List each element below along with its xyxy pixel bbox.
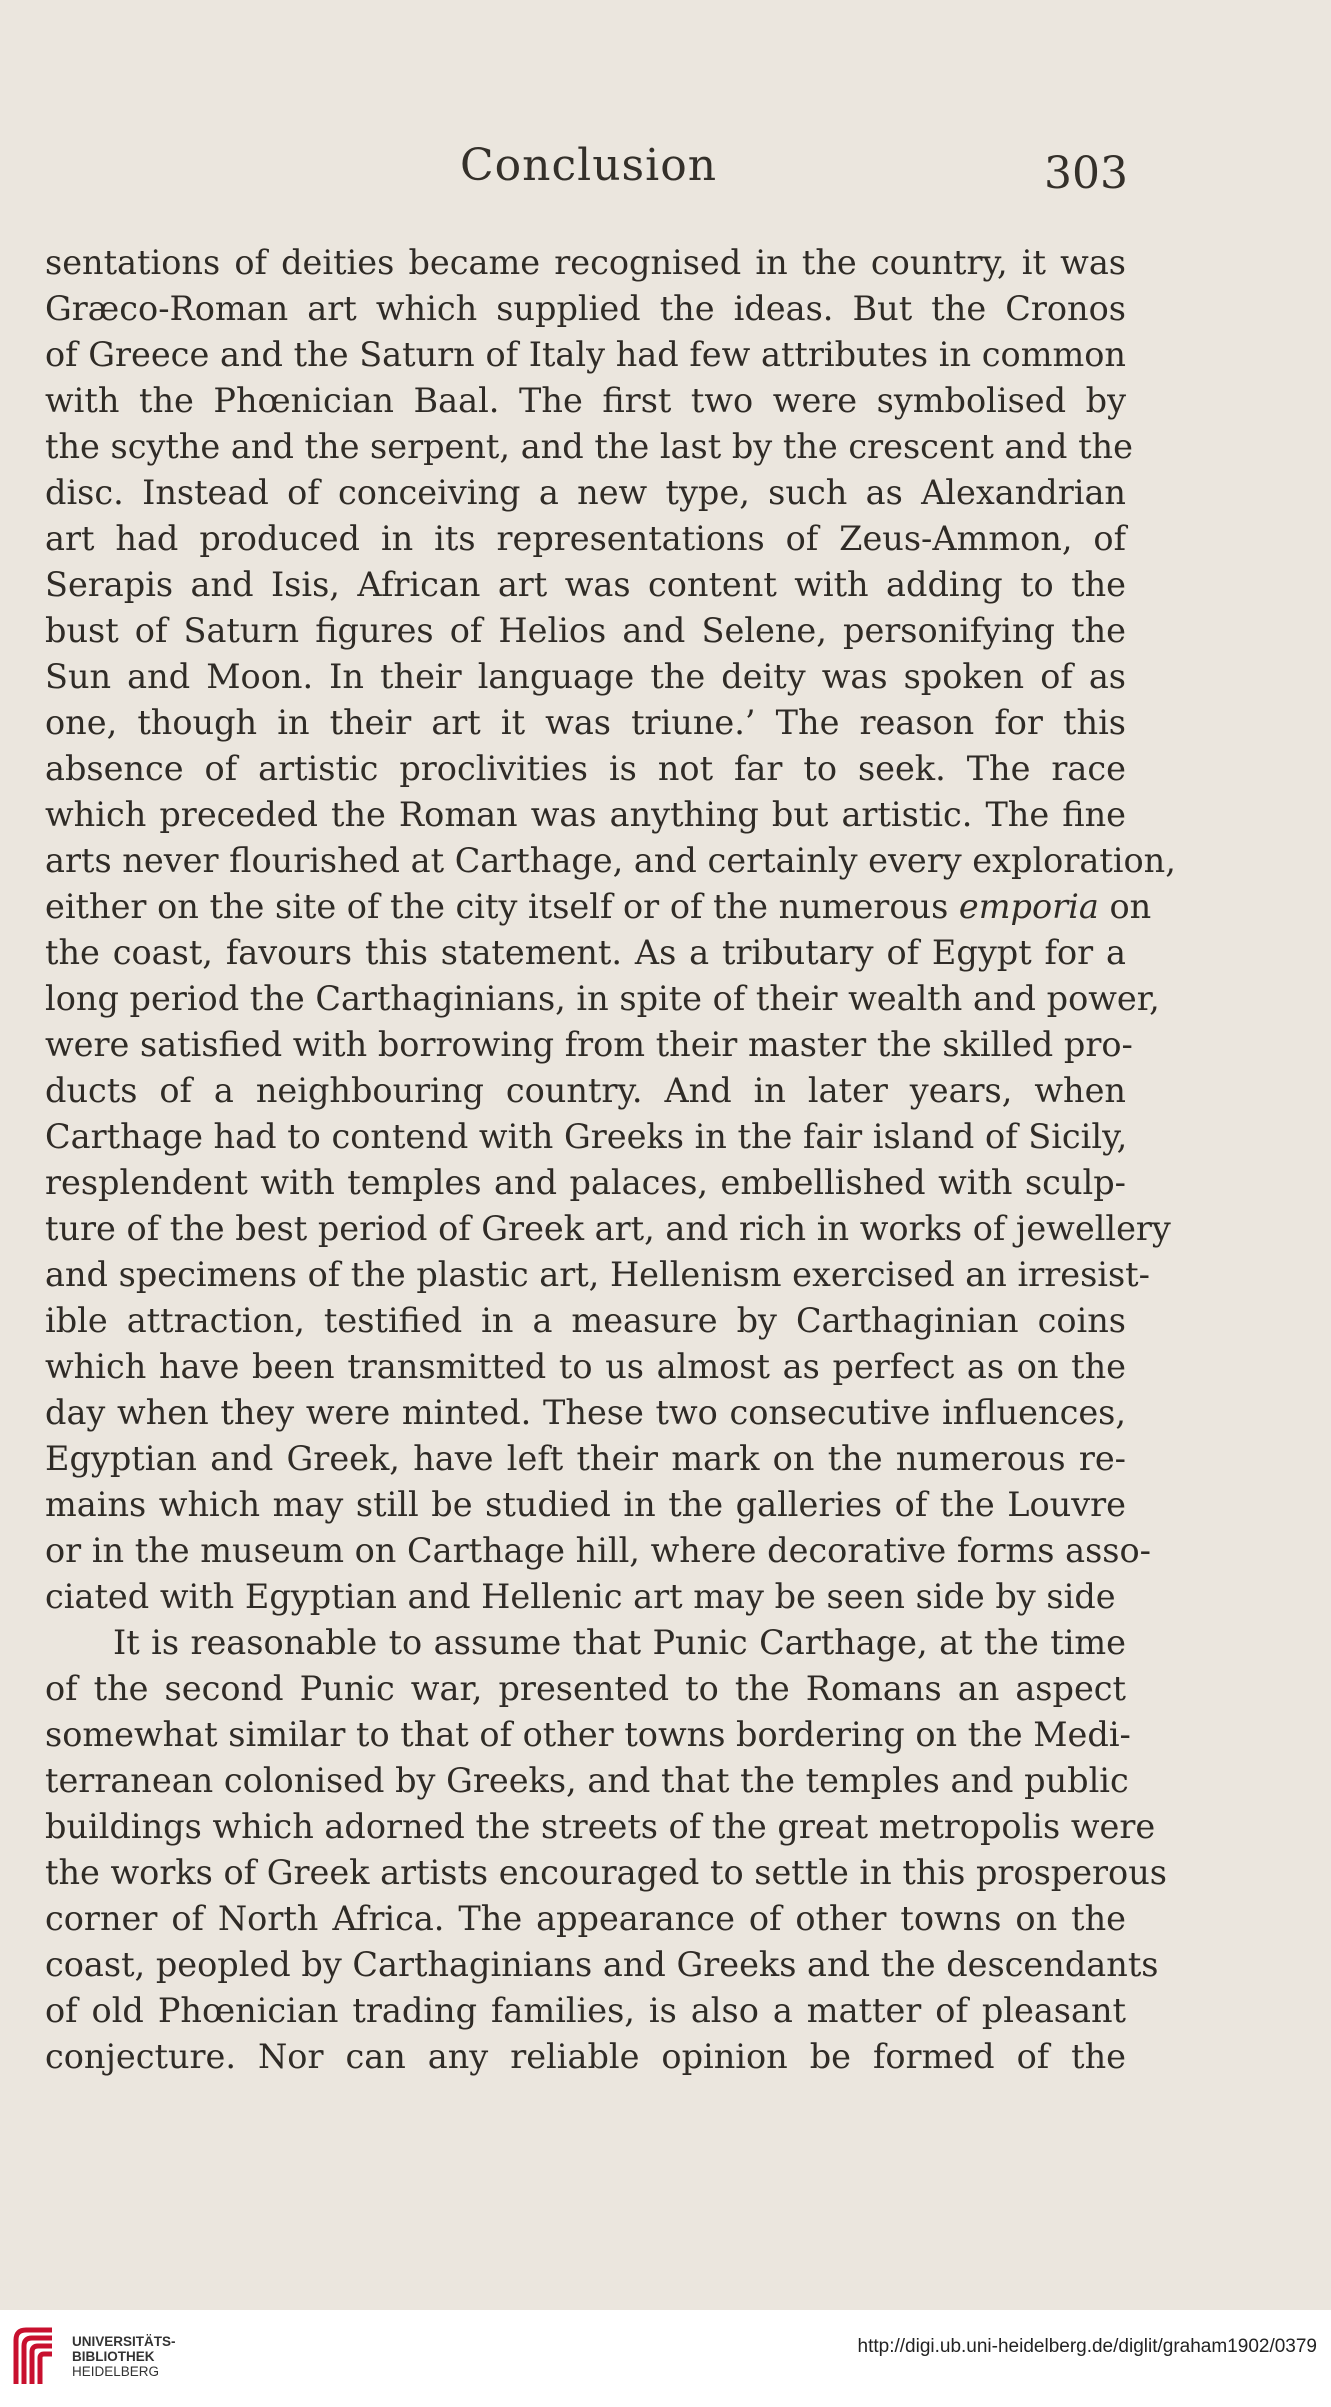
text-line: conjecture. Nor can any reliable opinion be formed of the (45, 2037, 1126, 2076)
library-name-line: HEIDELBERG (72, 2364, 160, 2379)
text-line: the works of Greek artists encouraged to settle in this prosperous (45, 1853, 1167, 1892)
text-line: one, though in their art it was triune.’ The reason for this (45, 703, 1126, 742)
text-line: the scythe and the serpent, and the last by the crescent and the (45, 427, 1133, 466)
text-line: buildings which adorned the streets of the great metropolis were (45, 1807, 1156, 1846)
text-line: corner of North Africa. The appearance of other towns on the (45, 1899, 1126, 1938)
permalink-url[interactable]: http://digi.ub.uni-heidelberg.de/diglit/graham1902/0379 (857, 2336, 1317, 2357)
text-line: ible attraction, testified in a measure by Carthaginian coins (45, 1301, 1126, 1340)
library-logo-icon (12, 2326, 58, 2388)
page-number: 303 (1044, 148, 1128, 199)
text-line: ture of the best period of Greek art, and rich in works of jewellery (45, 1209, 1171, 1248)
text-line-paragraph-end: ciated with Egyptian and Hellenic art may be seen side by side (45, 1577, 1116, 1616)
text-line: terranean colonised by Greeks, and that the temples and public (45, 1761, 1129, 1800)
text-line: resplendent with temples and palaces, embellished with sculp- (45, 1163, 1126, 1202)
text-line: with the Phœnician Baal. The first two were symbolised by (45, 381, 1126, 420)
library-name-line: UNIVERSITÄTS- (72, 2334, 176, 2349)
text-line: Græco-Roman art which supplied the ideas. But the Cronos (45, 289, 1126, 328)
text-line-with-italic (45, 884, 1152, 930)
digitization-footer (0, 2310, 1331, 2407)
text-line: sentations of deities became recognised in the country, it was (45, 243, 1126, 282)
text-line: disc. Instead of conceiving a new type, such as Alexandrian (45, 473, 1126, 512)
text-line: coast, peopled by Carthaginians and Greeks and the descendants (45, 1945, 1159, 1984)
text-line: long period the Carthaginians, in spite of their wealth and power, (45, 979, 1160, 1018)
text-line: Sun and Moon. In their language the deity was spoken of as (45, 657, 1126, 696)
text-segment: on (1098, 887, 1152, 926)
library-name-line: BIBLIOTHEK (72, 2349, 155, 2364)
text-line: ducts of a neighbouring country. And in later years, when (45, 1071, 1126, 1110)
running-head: Conclusion (460, 140, 718, 191)
text-line: which have been transmitted to us almost as perfect as on the (45, 1347, 1126, 1386)
text-line: art had produced in its representations of Zeus-Ammon, of (45, 519, 1126, 558)
text-line: Egyptian and Greek, have left their mark on the numerous re- (45, 1439, 1126, 1478)
text-line: mains which may still be studied in the galleries of the Louvre (45, 1485, 1126, 1524)
text-line: day when they were minted. These two consecutive influences, (45, 1393, 1126, 1432)
text-line: of Greece and the Saturn of Italy had few attributes in common (45, 335, 1126, 374)
text-line-paragraph-start: It is reasonable to assume that Punic Carthage, at the time (113, 1623, 1126, 1662)
text-segment: either on the site of the city itself or of the numerous (45, 887, 949, 926)
body-text (45, 240, 1176, 2080)
text-line: which preceded the Roman was anything but artistic. The fine (45, 795, 1126, 834)
text-line: or in the museum on Carthage hill, where decorative forms asso- (45, 1531, 1151, 1570)
text-line: the coast, favours this statement. As a tributary of Egypt for a (45, 933, 1126, 972)
text-line: absence of artistic proclivities is not far to seek. The race (45, 749, 1126, 788)
text-line: somewhat similar to that of other towns bordering on the Medi- (45, 1715, 1131, 1754)
text-line: of old Phœnician trading families, is also a matter of pleasant (45, 1991, 1126, 2030)
library-name (72, 2334, 176, 2379)
text-line: Serapis and Isis, African art was content with adding to the (45, 565, 1126, 604)
text-line: were satisfied with borrowing from their master the skilled pro- (45, 1025, 1133, 1064)
text-line: Carthage had to contend with Greeks in the fair island of Sicily, (45, 1117, 1128, 1156)
text-line: arts never flourished at Carthage, and certainly every exploration, (45, 841, 1176, 880)
italic-word-emporia: emporia (958, 887, 1099, 926)
text-line: and specimens of the plastic art, Hellenism exercised an irresist- (45, 1255, 1150, 1294)
text-line: of the second Punic war, presented to the Romans an aspect (45, 1669, 1126, 1708)
text-line: bust of Saturn figures of Helios and Selene, personifying the (45, 611, 1126, 650)
